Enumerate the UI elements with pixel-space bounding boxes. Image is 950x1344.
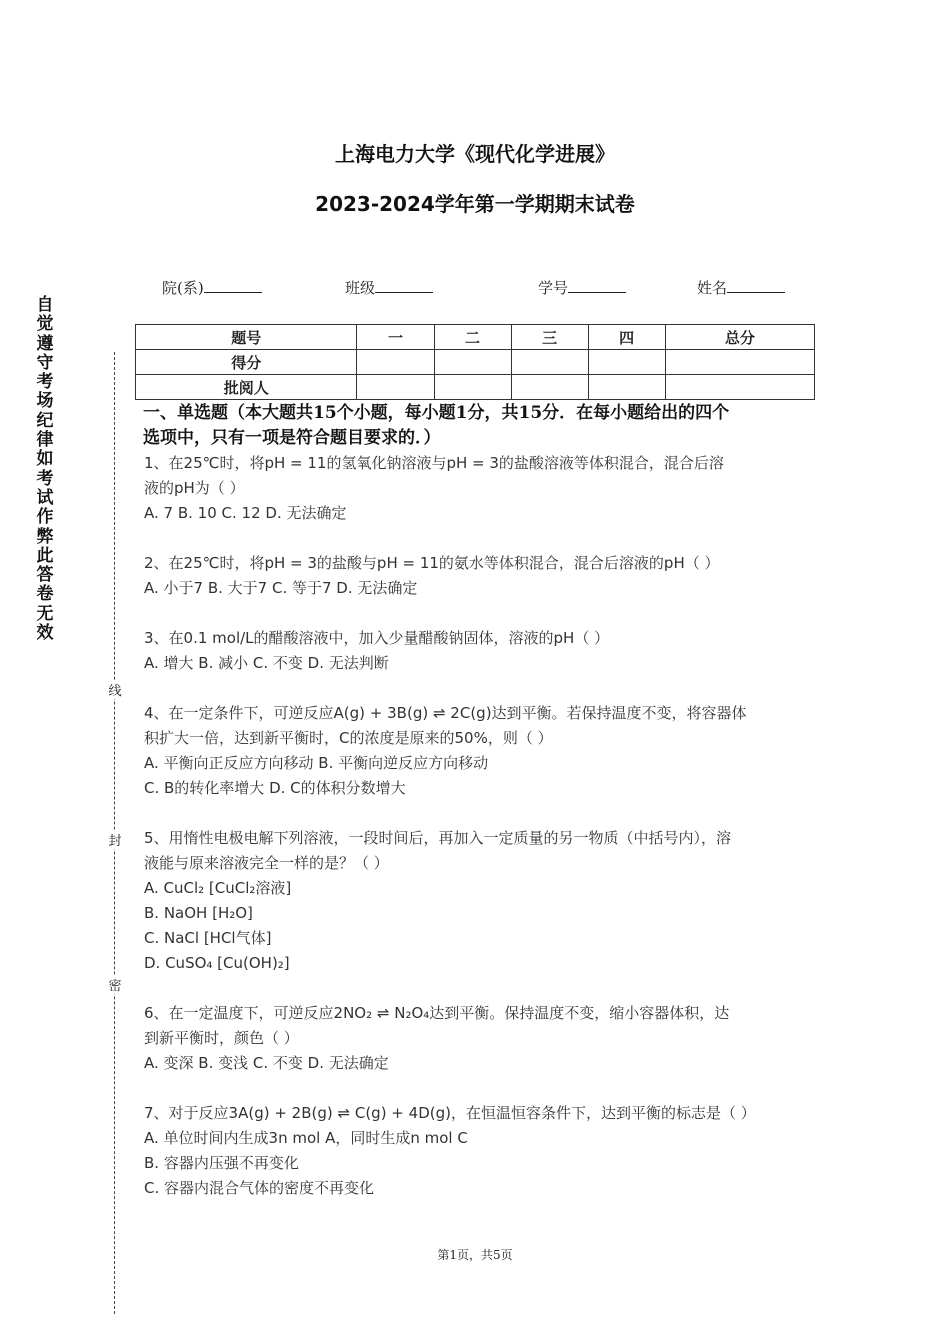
grader-cell[interactable] bbox=[357, 375, 434, 400]
notice-char: 考 bbox=[36, 468, 54, 489]
line-marker: 线 bbox=[106, 680, 124, 699]
score-row bbox=[136, 350, 815, 375]
student-id-field bbox=[538, 277, 626, 298]
notice-char: 纪 bbox=[36, 410, 54, 431]
notice-char: 效 bbox=[36, 623, 54, 644]
section-heading-line: 一、单选题（本大题共15个小题，每小题1分，共15分．在每小题给出的四个 bbox=[143, 403, 730, 423]
question-stem: 液能与原来溶液完全一样的是？（ ） bbox=[144, 854, 389, 872]
question-stem: 3、在0.1 mol/L的醋酸溶液中，加入少量醋酸钠固体，溶液的pH（ ） bbox=[144, 629, 610, 647]
question-stem: 6、在一定温度下，可逆反应2NO₂ ⇌ N₂O₄达到平衡。保持温度不变，缩小容器体积，达 bbox=[144, 1004, 730, 1022]
class-label: 班级 bbox=[345, 279, 376, 297]
question-3 bbox=[144, 626, 812, 676]
grader-row bbox=[136, 375, 815, 400]
notice-char: 守 bbox=[36, 352, 54, 373]
question-7 bbox=[144, 1101, 812, 1201]
notice-char: 弊 bbox=[36, 526, 54, 547]
score-cell[interactable] bbox=[588, 350, 665, 375]
page-footer: 第1页，共5页 bbox=[437, 1248, 513, 1262]
exam-subtitle: 2023-2024学年第一学期期末试卷 bbox=[315, 192, 635, 216]
question-options: A. 单位时间内生成3n mol A，同时生成n mol C bbox=[144, 1129, 468, 1147]
question-options: C. 容器内混合气体的密度不再变化 bbox=[144, 1179, 375, 1197]
grader-row-label: 批阅人 bbox=[136, 375, 357, 400]
question-stem: 积扩大一倍，达到新平衡时，C的浓度是原来的50%，则（ ） bbox=[144, 729, 553, 747]
score-cell[interactable] bbox=[357, 350, 434, 375]
notice-char: 遵 bbox=[36, 333, 54, 354]
score-header-cell: 一 bbox=[357, 325, 434, 350]
grader-cell[interactable] bbox=[511, 375, 588, 400]
question-1 bbox=[144, 451, 812, 526]
question-4 bbox=[144, 701, 812, 801]
score-row-label: 得分 bbox=[136, 350, 357, 375]
dept-field bbox=[162, 277, 262, 298]
score-table bbox=[135, 324, 815, 400]
notice-char: 考 bbox=[36, 372, 54, 393]
question-stem: 7、对于反应3A(g) + 2B(g) ⇌ C(g) + 4D(g)，在恒温恒容条件下，达到平衡的标志是（ ） bbox=[144, 1104, 756, 1122]
question-5 bbox=[144, 826, 812, 976]
class-blank[interactable] bbox=[375, 278, 433, 293]
notice-char: 律 bbox=[36, 430, 54, 451]
notice-char: 此 bbox=[36, 545, 54, 566]
question-2 bbox=[144, 551, 812, 601]
score-header-cell: 四 bbox=[588, 325, 665, 350]
seal-marker: 封 bbox=[106, 830, 124, 849]
question-stem: 2、在25℃时，将pH = 3的盐酸与pH = 11的氨水等体积混合，混合后溶液的pH（ ） bbox=[144, 554, 720, 572]
score-header-cell: 二 bbox=[434, 325, 511, 350]
questions-list bbox=[144, 451, 812, 1201]
score-cell[interactable] bbox=[665, 350, 814, 375]
score-header-cell: 总分 bbox=[665, 325, 814, 350]
name-field bbox=[697, 277, 785, 298]
name-blank[interactable] bbox=[727, 278, 785, 293]
question-options: C. NaCl [HCl气体] bbox=[144, 929, 272, 947]
score-cell[interactable] bbox=[434, 350, 511, 375]
question-stem: 到新平衡时，颜色（ ） bbox=[144, 1029, 299, 1047]
student-id-blank[interactable] bbox=[568, 278, 626, 293]
question-options: A. 变深 B. 变浅 C. 不变 D. 无法确定 bbox=[144, 1054, 389, 1072]
question-options: A. 小于7 B. 大于7 C. 等于7 D. 无法确定 bbox=[144, 579, 418, 597]
notice-char: 觉 bbox=[36, 314, 54, 335]
notice-char: 试 bbox=[36, 487, 54, 508]
question-options: B. 容器内压强不再变化 bbox=[144, 1154, 299, 1172]
question-options: C. B的转化率增大 D. C的体积分数增大 bbox=[144, 779, 406, 797]
binding-notice bbox=[34, 296, 56, 643]
question-stem: 液的pH为（ ） bbox=[144, 479, 245, 497]
notice-char: 卷 bbox=[36, 584, 54, 605]
exam-title: 上海电力大学《现代化学进展》 bbox=[335, 142, 615, 166]
question-options: B. NaOH [H₂O] bbox=[144, 904, 253, 922]
section-heading bbox=[143, 401, 823, 451]
notice-char: 如 bbox=[36, 449, 54, 470]
question-options: A. 7 B. 10 C. 12 D. 无法确定 bbox=[144, 504, 347, 522]
grader-cell[interactable] bbox=[434, 375, 511, 400]
question-6 bbox=[144, 1001, 812, 1076]
student-id-label: 学号 bbox=[538, 279, 569, 297]
question-stem: 1、在25℃时，将pH = 11的氢氧化钠溶液与pH = 3的盐酸溶液等体积混合，混合后溶 bbox=[144, 454, 724, 472]
question-options: A. CuCl₂ [CuCl₂溶液] bbox=[144, 879, 292, 897]
question-options: A. 平衡向正反应方向移动 B. 平衡向逆反应方向移动 bbox=[144, 754, 489, 772]
score-header-cell: 三 bbox=[511, 325, 588, 350]
question-stem: 5、用惰性电极电解下列溶液，一段时间后，再加入一定质量的另一物质（中括号内），溶 bbox=[144, 829, 732, 847]
notice-char: 无 bbox=[36, 603, 54, 624]
dept-blank[interactable] bbox=[204, 278, 262, 293]
class-field bbox=[345, 277, 433, 298]
notice-char: 场 bbox=[36, 391, 54, 412]
dept-label: 院(系) bbox=[162, 279, 204, 297]
score-cell[interactable] bbox=[511, 350, 588, 375]
grader-cell[interactable] bbox=[665, 375, 814, 400]
grader-cell[interactable] bbox=[588, 375, 665, 400]
notice-char: 答 bbox=[36, 565, 54, 586]
question-options: D. CuSO₄ [Cu(OH)₂] bbox=[144, 954, 290, 972]
question-stem: 4、在一定条件下，可逆反应A(g) + 3B(g) ⇌ 2C(g)达到平衡。若保持温度不变，将容器体 bbox=[144, 704, 747, 722]
section-heading-line: 选项中，只有一项是符合题目要求的．） bbox=[143, 428, 441, 448]
secret-marker: 密 bbox=[106, 975, 124, 994]
notice-char: 自 bbox=[36, 295, 54, 315]
score-header-cell: 题号 bbox=[136, 325, 357, 350]
name-label: 姓名 bbox=[697, 279, 728, 297]
question-options: A. 增大 B. 减小 C. 不变 D. 无法判断 bbox=[144, 654, 389, 672]
score-table-header-row bbox=[136, 325, 815, 350]
notice-char: 作 bbox=[36, 507, 54, 528]
